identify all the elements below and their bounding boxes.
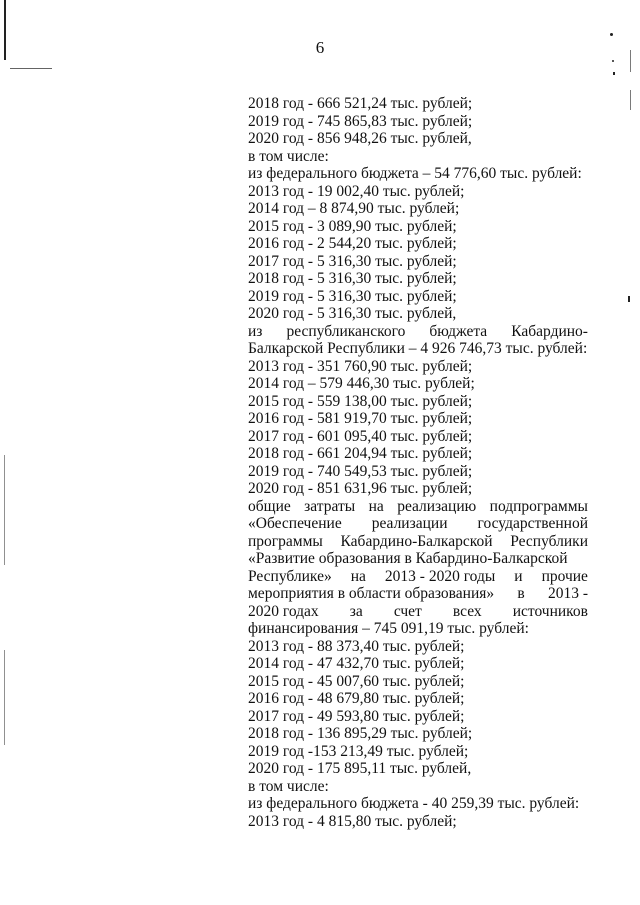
text-line: из федерального бюджета – 54 776,60 тыс. рублей: [248,165,582,182]
text-line: 2015 год - 559 138,00 тыс. рублей; [248,392,473,410]
text-line: 2014 год - 47 432,70 тыс. рублей; [248,655,465,672]
heading-word: из [248,322,263,340]
paragraph-word: мероприятия в области образования» [248,585,495,602]
subprogram-paragraph-line [248,568,588,586]
paragraph-word: подпрограммы [489,497,588,515]
text-line: 2018 год - 5 316,30 тыс. рублей; [248,270,457,287]
scan-edge-line-left-low [4,650,5,745]
text-line: 2020 год - 856 948,26 тыс. рублей, [248,130,472,147]
text-line: 2019 год - 740 549,53 тыс. рублей; [248,462,473,480]
text-line: 2016 год - 48 679,80 тыс. рублей; [248,690,465,707]
paragraph-word: прочие [541,567,588,585]
text-line: в том числе: [248,147,329,165]
paragraph-word: на [368,497,384,515]
heading-word: республиканского [286,322,406,340]
text-line: 2013 год - 88 373,40 тыс. рублей; [248,637,465,655]
paragraph-word: на [350,567,366,585]
text-line: 2020 год - 175 895,11 тыс. рублей, [248,760,472,777]
paragraph-word: 2013 - [547,585,588,602]
page-number: 6 [315,38,325,57]
subprogram-paragraph-line [248,515,588,533]
subprogram-paragraph-line [248,585,588,603]
paragraph-word: 2020 годах [248,602,319,620]
text-line: 2019 год - 745 865,83 тыс. рублей; [248,112,473,130]
scan-dot-right-3 [613,72,615,75]
subprogram-paragraph-line: «Развитие образования в Кабардино-Балкарской [248,550,568,567]
paragraph-word: государственной [477,515,588,532]
text-line: 2016 год - 581 919,70 тыс. рублей; [248,410,473,427]
paragraph-word: и [514,567,523,585]
scan-edge-line-right-2 [630,90,631,110]
text-line: 2013 год - 19 002,40 тыс. рублей; [248,182,465,200]
text-line: в том числе: [248,777,329,795]
text-line: 2020 год - 851 631,96 тыс. рублей; [248,480,473,497]
scan-dash-top-left [10,68,52,69]
paragraph-word: реализацию [397,497,477,515]
paragraph-word: затраты [304,497,356,515]
text-line: 2019 год -153 213,49 тыс. рублей; [248,742,469,760]
paragraph-word: программы [248,532,323,550]
paragraph-word: общие [248,497,291,515]
paragraph-word: Республике» [248,567,332,585]
subprogram-paragraph-line [248,603,588,621]
subprogram-paragraph-line [248,498,588,516]
paragraph-word: в [517,585,525,602]
scan-dot-right [610,33,613,36]
paragraph-word: «Обеспечение [248,515,342,532]
text-line: 2015 год - 45 007,60 тыс. рублей; [248,672,465,690]
text-line: 2018 год - 661 204,94 тыс. рублей; [248,445,473,462]
paragraph-word: источников [512,602,588,620]
paragraph-word: Республики [510,532,588,550]
text-line: 2018 год - 136 895,29 тыс. рублей; [248,725,473,742]
republican-budget-heading [248,323,588,341]
text-line: 2019 год - 5 316,30 тыс. рублей; [248,287,457,305]
paragraph-word: всех [452,602,482,620]
heading-word: бюджета [429,322,488,340]
scan-dot-right-2 [612,60,614,62]
text-line: финансирования – 745 091,19 тыс. рублей: [248,620,529,637]
scan-edge-line-left-mid [4,455,5,565]
heading-word: Кабардино- [511,322,588,340]
text-line: 2013 год - 351 760,90 тыс. рублей; [248,357,473,375]
text-line: из федерального бюджета - 40 259,39 тыс. рублей: [248,795,580,812]
text-line: 2018 год - 666 521,24 тыс. рублей; [248,95,473,112]
text-line: 2017 год - 5 316,30 тыс. рублей; [248,252,457,270]
text-line: 2014 год – 8 874,90 тыс. рублей; [248,200,460,217]
text-line: 2016 год - 2 544,20 тыс. рублей; [248,235,457,252]
scan-dot-right-mid [628,296,630,302]
text-line: 2014 год – 579 446,30 тыс. рублей; [248,375,475,392]
text-line: 2017 год - 601 095,40 тыс. рублей; [248,427,473,445]
text-line: 2017 год - 49 593,80 тыс. рублей; [248,707,465,725]
paragraph-word: за [349,602,363,620]
text-line: Балкарской Республики – 4 926 746,73 тыс. рублей: [248,340,588,357]
subprogram-paragraph-line [248,533,588,551]
text-line: 2020 год - 5 316,30 тыс. рублей, [248,305,457,322]
document-body [248,95,588,830]
text-line: 2015 год - 3 089,90 тыс. рублей; [248,217,457,235]
text-line: 2013 год - 4 815,80 тыс. рублей; [248,812,457,830]
paragraph-word: счет [393,602,422,620]
paragraph-word: 2013 - 2020 годы [384,567,496,585]
paragraph-word: Кабардино-Балкарской [340,532,493,550]
paragraph-word: реализации [371,515,448,532]
